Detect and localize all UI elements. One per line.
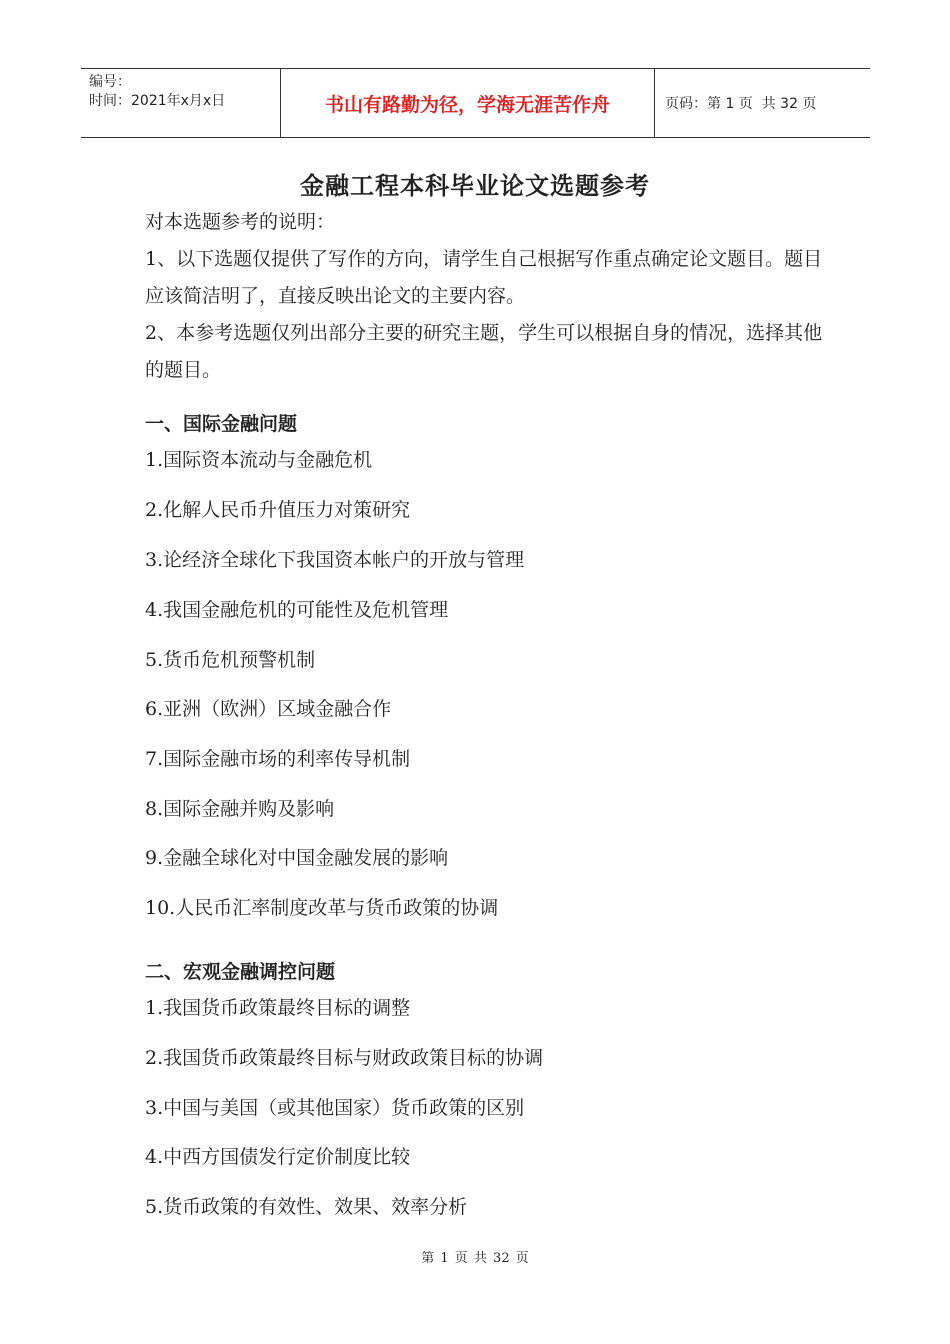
page-label: 页码：第 1 页 共 32 页 [665, 96, 817, 112]
number-label: 编号： [89, 74, 131, 90]
intro-paragraph-2: 2、本参考选题仅列出部分主要的研究主题，学生可以根据自身的情况，选择其他的题目。 [145, 322, 823, 381]
header-info [81, 69, 281, 137]
list-item: 2.我国货币政策最终目标与财政政策目标的协调 [145, 1047, 544, 1069]
list-item: 8.国际金融并购及影响 [145, 798, 335, 820]
list-item: 3.中国与美国（或其他国家）货币政策的区别 [145, 1097, 525, 1119]
section-heading-1: 一、国际金融问题 [145, 413, 298, 435]
list-item: 9.金融全球化对中国金融发展的影响 [145, 847, 449, 869]
list-item: 5.货币政策的有效性、效果、效率分析 [145, 1196, 468, 1218]
time-label: 时间：2021年x月x日 [89, 93, 226, 109]
document-header [81, 68, 870, 138]
list-item: 1.国际资本流动与金融危机 [145, 449, 373, 471]
header-page [655, 69, 870, 137]
page-footer: 第 1 页 共 32 页 [421, 1251, 529, 1266]
intro-paragraph-1: 1、以下选题仅提供了写作的方向，请学生自己根据写作重点确定论文题目。题目应该简洁明了，直接反映出论文的主要内容。 [145, 248, 823, 307]
list-item: 10.人民币汇率制度改革与货币政策的协调 [145, 897, 499, 919]
list-item: 1.我国货币政策最终目标的调整 [145, 997, 411, 1019]
section-heading-2: 二、宏观金融调控问题 [145, 961, 336, 983]
list-item: 3.论经济全球化下我国资本帐户的开放与管理 [145, 549, 525, 571]
list-item: 7.国际金融市场的利率传导机制 [145, 748, 411, 770]
intro-heading: 对本选题参考的说明： [145, 211, 336, 233]
header-motto: 书山有路勤为径，学海无涯苦作舟 [281, 69, 655, 137]
list-item: 4.中西方国债发行定价制度比较 [145, 1146, 411, 1168]
list-item: 6.亚洲（欧洲）区域金融合作 [145, 698, 392, 720]
list-item: 5.货币危机预警机制 [145, 649, 316, 671]
list-item: 2.化解人民币升值压力对策研究 [145, 499, 411, 521]
page-title: 金融工程本科毕业论文选题参考 [300, 172, 650, 200]
list-item: 4.我国金融危机的可能性及危机管理 [145, 599, 449, 621]
